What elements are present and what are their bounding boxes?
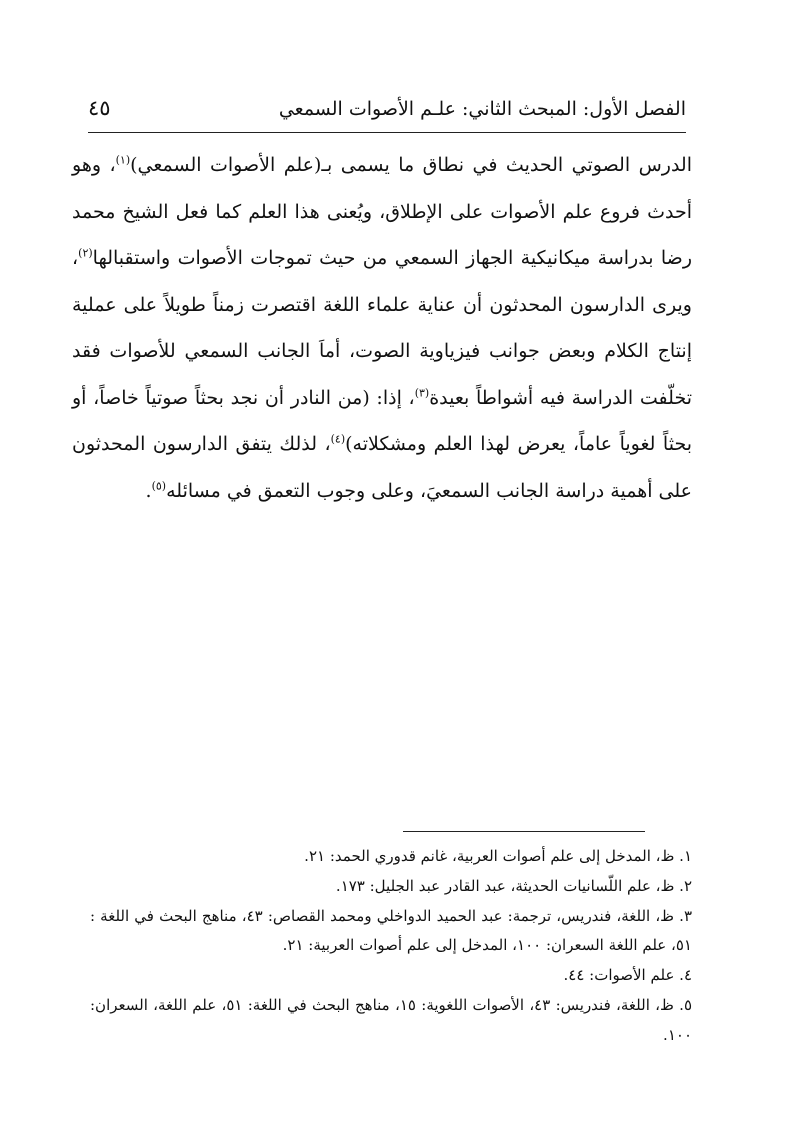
running-head: الفصل الأول: المبحث الثاني: علـم الأصوات السمعي bbox=[278, 98, 686, 120]
footnote-item: ٤. علم الأصوات: ٤٤. bbox=[563, 966, 692, 985]
page-number: ٤٥ bbox=[88, 96, 111, 120]
footnote-ref: (٤) bbox=[330, 432, 346, 446]
page-header bbox=[88, 92, 686, 130]
text-segment: . bbox=[145, 479, 152, 502]
footnotes bbox=[90, 842, 692, 1051]
footnote-item: ١. ظ، المدخل إلى علم أصوات العربية، غانم قدوري الحمد: ٢١. bbox=[304, 847, 692, 865]
text-segment: ، ويرى الدارسون المحدثون أن عناية علماء اللغة اقتصرت زمناً طويلاً على عملية إنتاج الكلام وبعض جوانب فيزياوية الصوت، أماَ الجانب السمعي للأصوات فقد تخلّفت الدراسة فيه أشواطاً بعيدة bbox=[72, 247, 692, 409]
header-rule bbox=[88, 132, 686, 133]
text-segment: ، وهو أحدث فروع علم الأصوات على الإطلاق، ويُعنى هذا العلم كما فعل الشيخ محمد رضا بدراسة ميكانيكية الجهاز السمعي من حيث تموجات الأصوات واستقبالها bbox=[72, 154, 692, 269]
footnote-rule bbox=[403, 831, 645, 832]
text-segment: الدرس الصوتي الحديث في نطاق ما يسمى بـ(علم الأصوات السمعي) bbox=[130, 154, 692, 176]
text-segment: ، إذا: (من النادر أن نجد بحثاً صوتياً خاصاً، أو بحثاً لغوياً عاماً، يعرض لهذا العلم ومشكلاته) bbox=[72, 386, 693, 455]
footnote-ref: (١) bbox=[115, 153, 131, 167]
text-segment: ، لذلك يتفق الدارسون المحدثون على أهمية دراسة الجانب السمعيَ، وعلى وجوب التعمق في مسائله bbox=[72, 433, 692, 502]
body-text bbox=[72, 142, 692, 514]
footnote-ref: (٥) bbox=[151, 479, 167, 493]
footnote-item: ٢. ظ، علم اللّسانيات الحديثة، عبد القادر عبد الجليل: ١٧٣. bbox=[335, 876, 692, 895]
footnote-item: ٣. ظ، اللغة، فندريس، ترجمة: عبد الحميد الدواخلي ومحمد القصاص: ٤٣، مناهج البحث في اللغة : ٥١، علم اللغة السعران: ١٠٠، المدخل إلى علم أصوات العربية: ٢١. bbox=[90, 906, 692, 955]
body-paragraph bbox=[72, 142, 692, 514]
footnote-item: ٥. ظ، اللغة، فندريس: ٤٣، الأصوات اللغوية: ١٥، مناهج البحث في اللغة: ٥١، علم اللغة، السعران: ١٠٠. bbox=[90, 995, 692, 1044]
footnote-ref: (٢) bbox=[78, 246, 93, 260]
footnote-ref: (٣) bbox=[414, 386, 430, 400]
